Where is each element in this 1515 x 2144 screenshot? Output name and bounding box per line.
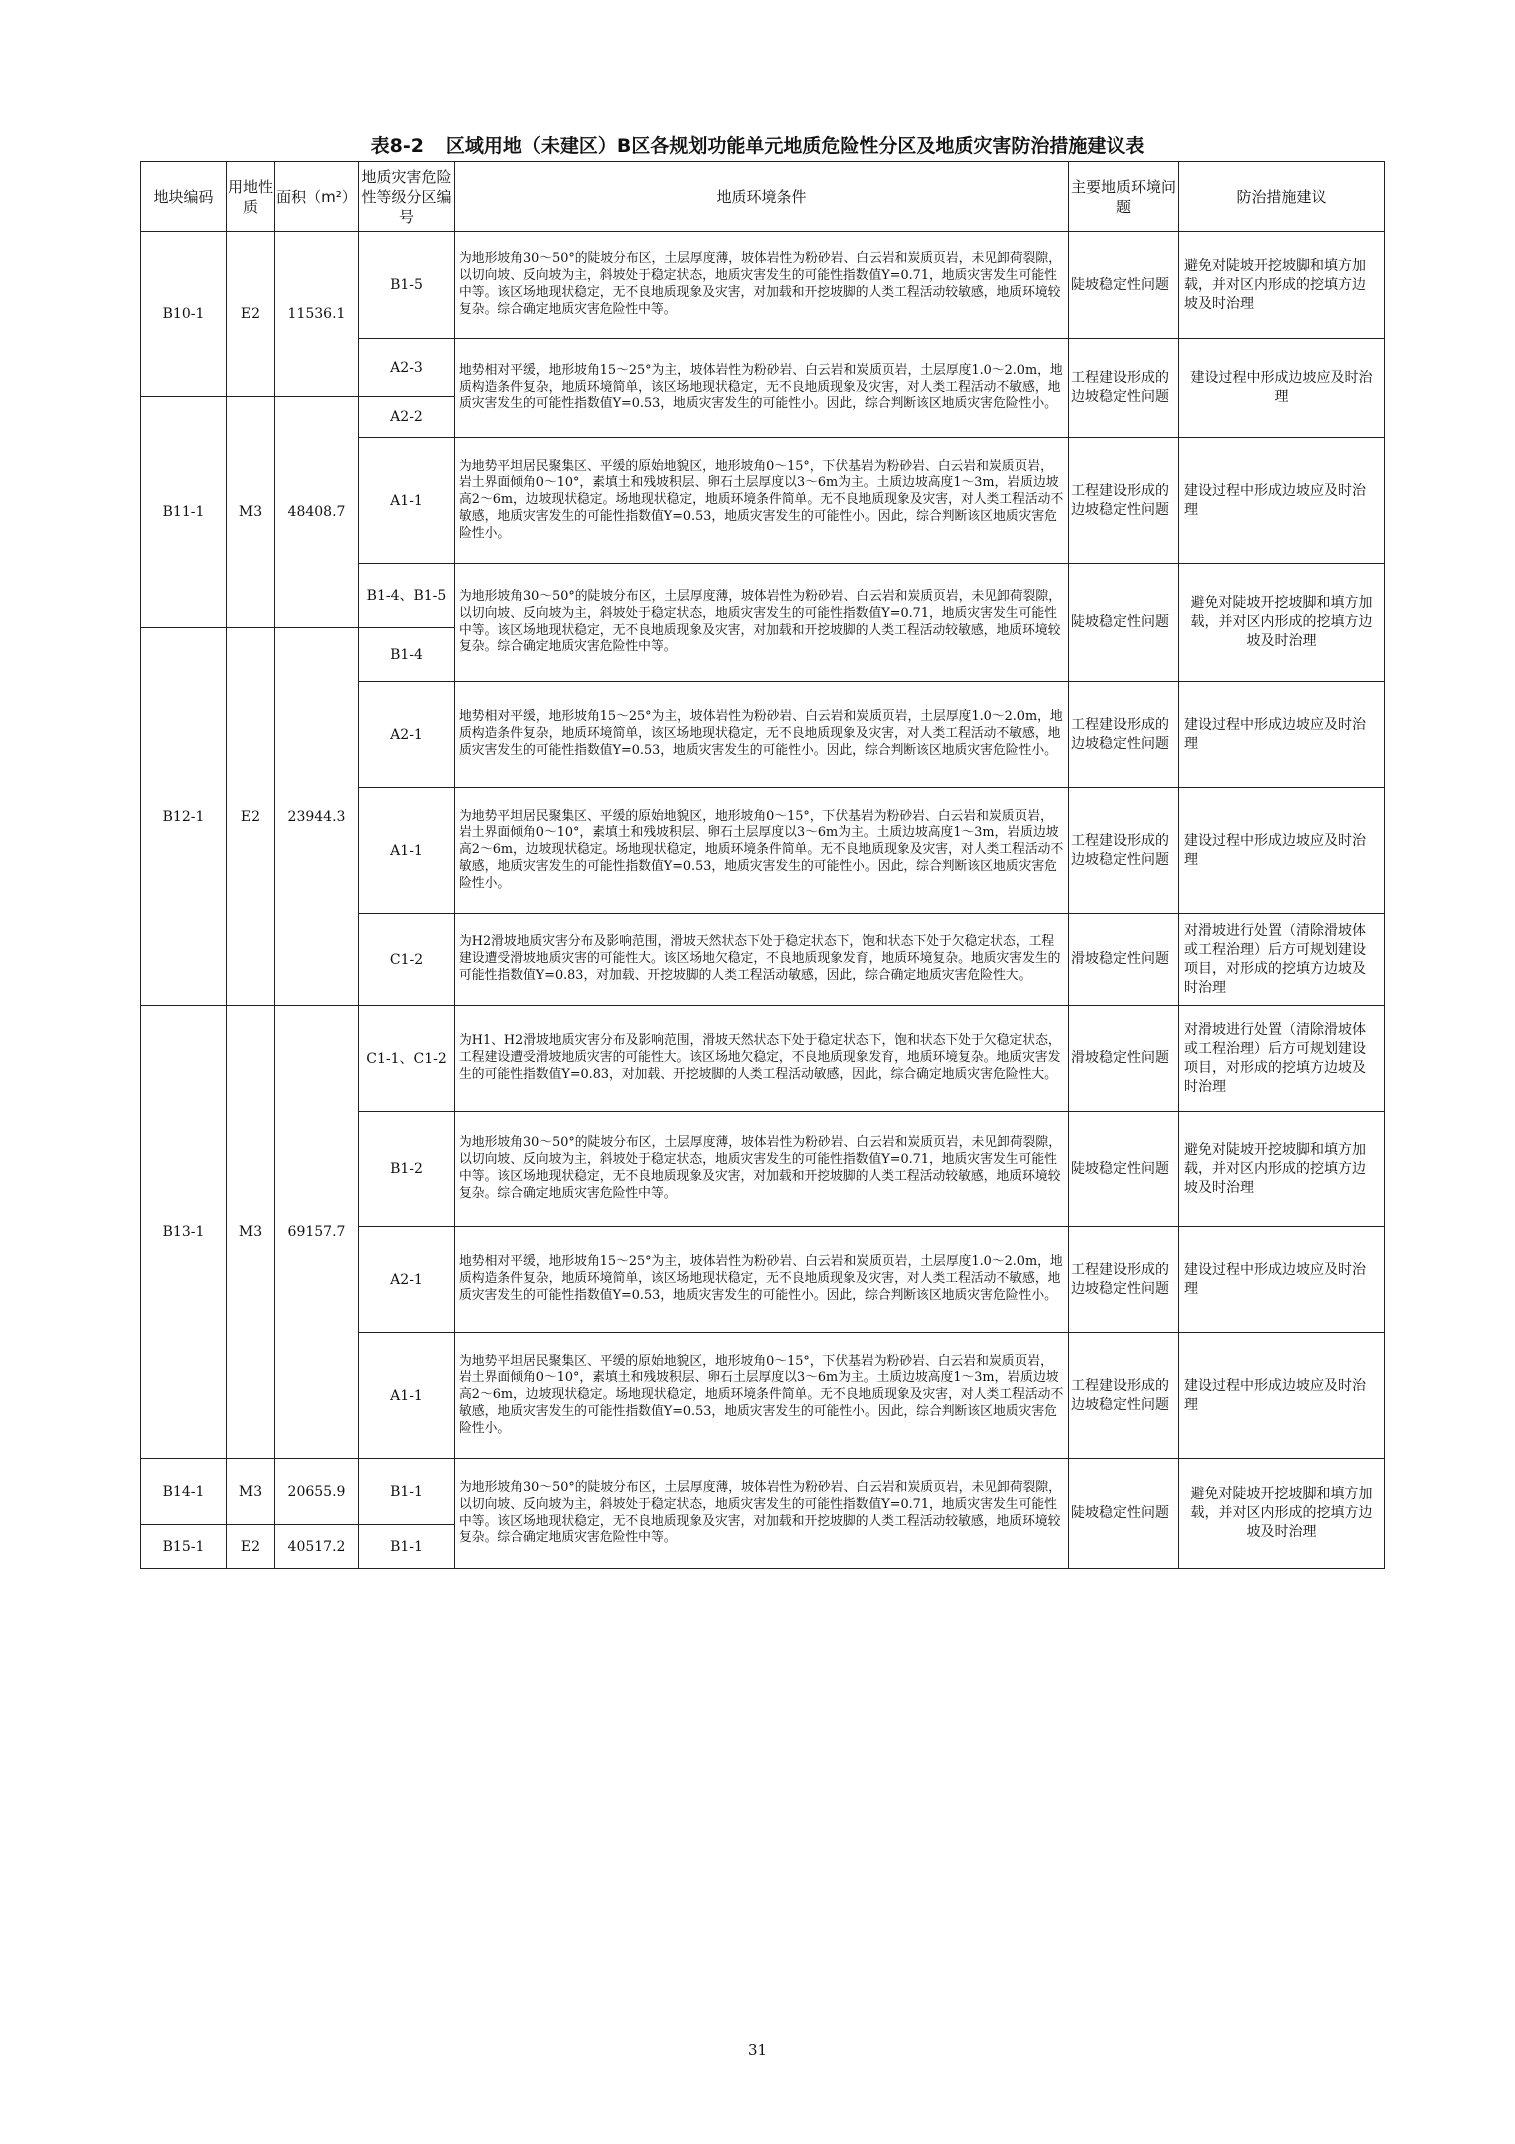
problem-cell: 滑坡稳定性问题 (1069, 1006, 1179, 1112)
block-code-cell: B12-1 (141, 628, 227, 1006)
zone-cell: B1-1 (359, 1525, 455, 1569)
zone-cell: A1-1 (359, 1333, 455, 1459)
measure-cell: 避免对陡坡开挖坡脚和填方加载，并对区内形成的挖填方边坡及时治理 (1179, 564, 1385, 682)
problem-cell: 工程建设形成的边坡稳定性问题 (1069, 438, 1179, 564)
measure-cell: 避免对陡坡开挖坡脚和填方加载，并对区内形成的挖填方边坡及时治理 (1179, 1112, 1385, 1227)
zone-cell: A2-3 (359, 339, 455, 397)
zone-cell: C1-1、C1-2 (359, 1006, 455, 1112)
condition-cell: 为地势平坦居民聚集区、平缓的原始地貌区，地形坡角0～15°，下伏基岩为粉砂岩、白云岩和炭质页岩，岩土界面倾角0～10°，素填土和残坡积层、卵石土层厚度以3～6m为主。土质边坡高度1～3m，岩质边坡高2～6m，边坡现状稳定。场地现状稳定，地质环境条件简单。无不良地质现象及灾害，对人类工程活动不敏感，地质灾害发生的可能性指数值Y=0.53，地质灾害发生的可能性小。因此，综合判断该区地质灾害危险性小。 (455, 788, 1069, 914)
problem-cell: 工程建设形成的边坡稳定性问题 (1069, 682, 1179, 788)
header-area: 面积（m²） (275, 162, 359, 232)
condition-cell: 为地形坡角30～50°的陡坡分布区，土层厚度薄，坡体岩性为粉砂岩、白云岩和炭质页岩，未见卸荷裂隙，以切向坡、反向坡为主，斜坡处于稳定状态，地质灾害发生的可能性指数值Y=0.71，地质灾害发生可能性中等。该区场地现状稳定，无不良地质现象及灾害，对加载和开挖坡脚的人类工程活动较敏感，地质环境较复杂。综合确定地质灾害危险性中等。 (455, 232, 1069, 339)
problem-cell: 工程建设形成的边坡稳定性问题 (1069, 1333, 1179, 1459)
block-code-cell: B10-1 (141, 232, 227, 397)
block-code-cell: B14-1 (141, 1459, 227, 1525)
condition-cell: 地势相对平缓，地形坡角15～25°为主，坡体岩性为粉砂岩、白云岩和炭质页岩，土层厚度1.0～2.0m，地质构造条件复杂，地质环境简单，该区场地现状稳定，无不良地质现象及灾害，对人类工程活动不敏感，地质灾害发生的可能性指数值Y=0.53，地质灾害发生的可能性小。因此，综合判断该区地质灾害危险性小。 (455, 339, 1069, 438)
problem-cell: 陡坡稳定性问题 (1069, 1112, 1179, 1227)
measure-cell: 对滑坡进行处置（清除滑坡体或工程治理）后方可规划建设项目，对形成的挖填方边坡及时治理 (1179, 1006, 1385, 1112)
block-code-cell: B13-1 (141, 1006, 227, 1459)
table-row (141, 1006, 1385, 1112)
condition-cell: 地势相对平缓，地形坡角15～25°为主，坡体岩性为粉砂岩、白云岩和炭质页岩，土层厚度1.0～2.0m，地质构造条件复杂，地质环境简单，该区场地现状稳定，无不良地质现象及灾害，对人类工程活动不敏感，地质灾害发生的可能性指数值Y=0.53，地质灾害发生的可能性小。因此，综合判断该区地质灾害危险性小。 (455, 682, 1069, 788)
header-condition: 地质环境条件 (455, 162, 1069, 232)
land-use-cell: M3 (227, 1459, 275, 1525)
area-cell: 23944.3 (275, 628, 359, 1006)
zone-cell: B1-4 (359, 628, 455, 682)
table-number: 表8-2 (370, 135, 424, 157)
problem-cell: 陡坡稳定性问题 (1069, 1459, 1179, 1569)
condition-cell: 地势相对平缓，地形坡角15～25°为主，坡体岩性为粉砂岩、白云岩和炭质页岩，土层厚度1.0～2.0m，地质构造条件复杂，地质环境简单，该区场地现状稳定，无不良地质现象及灾害，对人类工程活动不敏感，地质灾害发生的可能性指数值Y=0.53，地质灾害发生的可能性小。因此，综合判断该区地质灾害危险性小。 (455, 1227, 1069, 1333)
measure-cell: 建设过程中形成边坡应及时治理 (1179, 1333, 1385, 1459)
zone-cell: A1-1 (359, 438, 455, 564)
zone-cell: B1-2 (359, 1112, 455, 1227)
header-zone: 地质灾害危险性等级分区编号 (359, 162, 455, 232)
area-cell: 20655.9 (275, 1459, 359, 1525)
zone-cell: A2-2 (359, 397, 455, 438)
table-title (0, 131, 1515, 158)
problem-cell: 工程建设形成的边坡稳定性问题 (1069, 788, 1179, 914)
area-cell: 11536.1 (275, 232, 359, 397)
zone-cell: A2-1 (359, 682, 455, 788)
zone-cell: B1-1 (359, 1459, 455, 1525)
land-use-cell: E2 (227, 232, 275, 397)
measure-cell: 建设过程中形成边坡应及时治理 (1179, 438, 1385, 564)
area-cell: 69157.7 (275, 1006, 359, 1459)
area-cell: 48408.7 (275, 397, 359, 628)
condition-cell: 为地形坡角30～50°的陡坡分布区，土层厚度薄，坡体岩性为粉砂岩、白云岩和炭质页岩，未见卸荷裂隙，以切向坡、反向坡为主，斜坡处于稳定状态，地质灾害发生的可能性指数值Y=0.71，地质灾害发生可能性中等。该区场地现状稳定，无不良地质现象及灾害，对加载和开挖坡脚的人类工程活动较敏感，地质环境较复杂。综合确定地质灾害危险性中等。 (455, 1112, 1069, 1227)
measure-cell: 建设过程中形成边坡应及时治理 (1179, 339, 1385, 438)
zone-cell: A1-1 (359, 788, 455, 914)
problem-cell: 工程建设形成的边坡稳定性问题 (1069, 1227, 1179, 1333)
condition-cell: 为地势平坦居民聚集区、平缓的原始地貌区，地形坡角0～15°，下伏基岩为粉砂岩、白云岩和炭质页岩，岩土界面倾角0～10°，素填土和残坡积层、卵石土层厚度以3～6m为主。土质边坡高度1～3m，岩质边坡高2～6m，边坡现状稳定。场地现状稳定，地质环境条件简单。无不良地质现象及灾害，对人类工程活动不敏感，地质灾害发生的可能性指数值Y=0.53，地质灾害发生的可能性小。因此，综合判断该区地质灾害危险性小。 (455, 438, 1069, 564)
measure-cell: 建设过程中形成边坡应及时治理 (1179, 1227, 1385, 1333)
measure-cell: 建设过程中形成边坡应及时治理 (1179, 788, 1385, 914)
zone-cell: B1-4、B1-5 (359, 564, 455, 628)
table-row (141, 1459, 1385, 1525)
problem-cell: 滑坡稳定性问题 (1069, 914, 1179, 1006)
area-cell: 40517.2 (275, 1525, 359, 1569)
hazard-zoning-table (140, 161, 1385, 1569)
header-row (141, 162, 1385, 232)
zone-cell: B1-5 (359, 232, 455, 339)
condition-cell: 为地势平坦居民聚集区、平缓的原始地貌区，地形坡角0～15°，下伏基岩为粉砂岩、白云岩和炭质页岩，岩土界面倾角0～10°，素填土和残坡积层、卵石土层厚度以3～6m为主。土质边坡高度1～3m，岩质边坡高2～6m，边坡现状稳定。场地现状稳定，地质环境条件简单。无不良地质现象及灾害，对人类工程活动不敏感，地质灾害发生的可能性指数值Y=0.53，地质灾害发生的可能性小。因此，综合判断该区地质灾害危险性小。 (455, 1333, 1069, 1459)
measure-cell: 避免对陡坡开挖坡脚和填方加载，并对区内形成的挖填方边坡及时治理 (1179, 232, 1385, 339)
zone-cell: A2-1 (359, 1227, 455, 1333)
land-use-cell: E2 (227, 628, 275, 1006)
measure-cell: 避免对陡坡开挖坡脚和填方加载，并对区内形成的挖填方边坡及时治理 (1179, 1459, 1385, 1569)
condition-cell: 为H1、H2滑坡地质灾害分布及影响范围，滑坡天然状态下处于稳定状态下，饱和状态下处于欠稳定状态，工程建设遭受滑坡地质灾害的可能性大。该区场地欠稳定，不良地质现象发育，地质环境复杂。地质灾害发生的可能性指数值Y=0.83，对加载、开挖坡脚的人类工程活动敏感，因此，综合确定地质灾害危险性大。 (455, 1006, 1069, 1112)
block-code-cell: B11-1 (141, 397, 227, 628)
problem-cell: 工程建设形成的边坡稳定性问题 (1069, 339, 1179, 438)
header-measure: 防治措施建议 (1179, 162, 1385, 232)
header-problem: 主要地质环境问题 (1069, 162, 1179, 232)
table-row (141, 232, 1385, 339)
condition-cell: 为H2滑坡地质灾害分布及影响范围，滑坡天然状态下处于稳定状态下，饱和状态下处于欠稳定状态，工程建设遭受滑坡地质灾害的可能性大。该区场地欠稳定，不良地质现象发育，地质环境复杂。地质灾害发生的可能性指数值Y=0.83，对加载、开挖坡脚的人类工程活动敏感，因此，综合确定地质灾害危险性大。 (455, 914, 1069, 1006)
table-title-text: 区域用地（未建区）B区各规划功能单元地质危险性分区及地质灾害防治措施建议表 (445, 135, 1145, 157)
header-land-use: 用地性质 (227, 162, 275, 232)
problem-cell: 陡坡稳定性问题 (1069, 564, 1179, 682)
land-use-cell: M3 (227, 1006, 275, 1459)
condition-cell: 为地形坡角30～50°的陡坡分布区，土层厚度薄，坡体岩性为粉砂岩、白云岩和炭质页岩，未见卸荷裂隙，以切向坡、反向坡为主，斜坡处于稳定状态，地质灾害发生的可能性指数值Y=0.71，地质灾害发生可能性中等。该区场地现状稳定，无不良地质现象及灾害，对加载和开挖坡脚的人类工程活动较敏感，地质环境较复杂。综合确定地质灾害危险性中等。 (455, 1459, 1069, 1569)
land-use-cell: M3 (227, 397, 275, 628)
measure-cell: 建设过程中形成边坡应及时治理 (1179, 682, 1385, 788)
header-block-code: 地块编码 (141, 162, 227, 232)
block-code-cell: B15-1 (141, 1525, 227, 1569)
problem-cell: 陡坡稳定性问题 (1069, 232, 1179, 339)
zone-cell: C1-2 (359, 914, 455, 1006)
condition-cell: 为地形坡角30～50°的陡坡分布区，土层厚度薄，坡体岩性为粉砂岩、白云岩和炭质页岩，未见卸荷裂隙，以切向坡、反向坡为主，斜坡处于稳定状态，地质灾害发生的可能性指数值Y=0.71，地质灾害发生可能性中等。该区场地现状稳定，无不良地质现象及灾害，对加载和开挖坡脚的人类工程活动较敏感，地质环境较复杂。综合确定地质灾害危险性中等。 (455, 564, 1069, 682)
measure-cell: 对滑坡进行处置（清除滑坡体或工程治理）后方可规划建设项目，对形成的挖填方边坡及时治理 (1179, 914, 1385, 1006)
page-number: 31 (747, 2041, 768, 2059)
land-use-cell: E2 (227, 1525, 275, 1569)
